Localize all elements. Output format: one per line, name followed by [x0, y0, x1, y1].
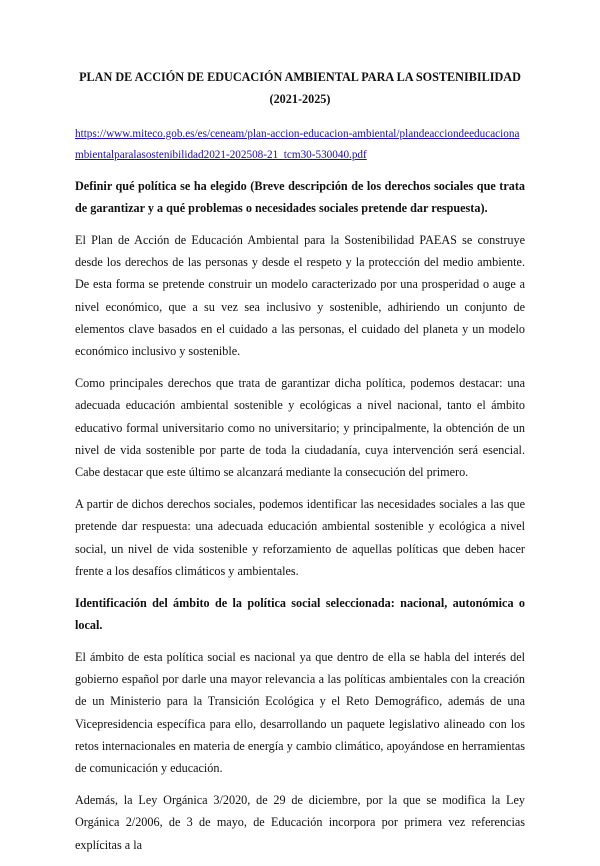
paragraph-4: El ámbito de esta política social es nacional ya que dentro de ella se habla del interés del gobierno español por darle una mayor relevancia a las políticas ambientales con la creación de un Ministerio para la Transición Ecológica y el Reto Demográfico, además de una Vicepresidencia específica para ello, desarrollando un paquete legislativo alineado con los retos internacionales en materia de energía y cambio climático, apoyándose en herramientas de comunicación y educación.: [75, 650, 525, 776]
paragraph-3: A partir de dichos derechos sociales, podemos identificar las necesidades sociales a las que pretende dar respuesta: una adecuada educación ambiental sostenible y ecológica a nivel social, un nivel de vida sostenible y reforzamiento de aquellas políticas que deben hacer frente a los desafíos climáticos y ambientales.: [75, 497, 525, 578]
document-page: [75, 66, 525, 866]
paragraph-1: El Plan de Acción de Educación Ambiental para la Sostenibilidad PAEAS se construye desde los derechos de las personas y desde el respeto y la protección del medio ambiente. De esta forma se pretende construir un modelo caracterizado por una prosperidad o auge a nivel económico, que a su vez sea inclusivo y sostenible, adhiriendo un conjunto de elementos clave basados en el cuidado a las personas, el cuidado del planeta y un modelo económico inclusivo y sostenible.: [75, 233, 525, 359]
paragraph-5: Además, la Ley Orgánica 3/2020, de 29 de diciembre, por la que se modifica la Ley Orgánica 2/2006, de 3 de mayo, de Educación incorpora por primera vez referencias explícitas a la: [75, 793, 525, 852]
section-heading-scope: Identificación del ámbito de la política social seleccionada: nacional, autonómica o local.: [75, 596, 525, 633]
paragraph-2: Como principales derechos que trata de garantizar dicha política, podemos destacar: una adecuada educación ambiental sostenible y ecológicas a nivel nacional, tanto el ámbito educativo formal universitario como no universitario; y principalmente, la obtención de un nivel de vida sostenible por parte de toda la ciudadanía, cuya intervención será esencial. Cabe destacar que este último se alcanzará mediante la consecución del primero.: [75, 376, 525, 480]
title-line-1: PLAN DE ACCIÓN DE EDUCACIÓN AMBIENTAL PARA LA SOSTENIBILIDAD: [79, 70, 521, 84]
section-heading-policy: Definir qué política se ha elegido (Breve descripción de los derechos sociales que trata de garantizar y a qué problemas o necesidades sociales pretende dar respuesta).: [75, 179, 525, 215]
source-link[interactable]: https://www.miteco.gob.es/es/ceneam/plan-accion-educacion-ambiental/plandeacciondeeducacionambientalparalasostenibilidad2021-202508-21_tcm30-530040.pdf: [75, 128, 520, 161]
document-title: [75, 66, 525, 110]
title-line-2: (2021-2025): [269, 92, 331, 106]
